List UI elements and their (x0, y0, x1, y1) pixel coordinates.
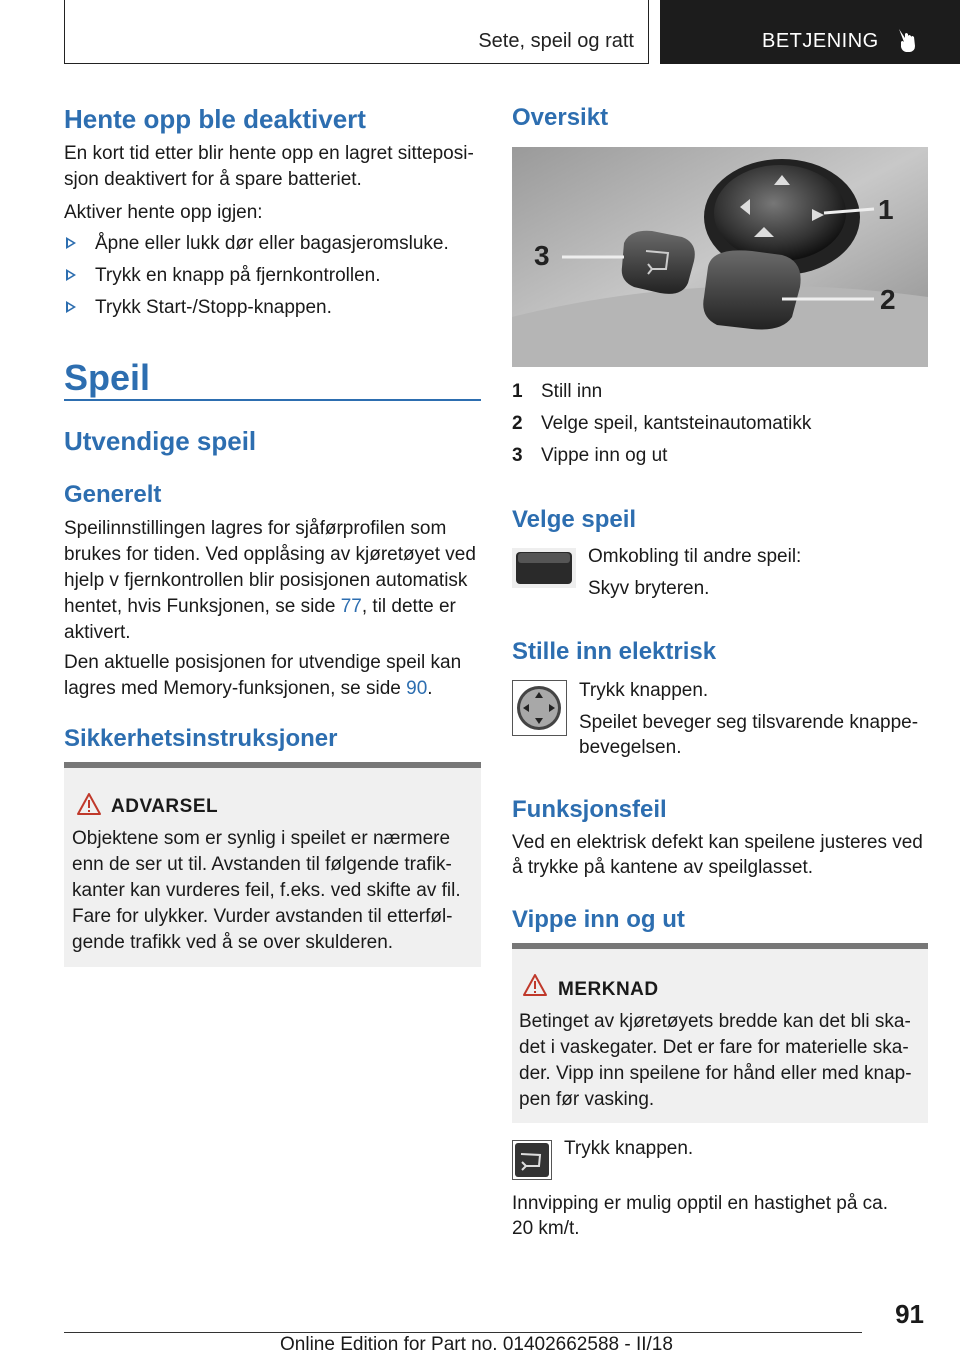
svg-text:3: 3 (534, 240, 550, 271)
svg-text:1: 1 (878, 194, 894, 225)
warning-triangle-icon (76, 792, 102, 816)
fold-speed-line-1: Innvipping er mulig opptil en hastighet på ca. (512, 1193, 889, 1214)
general-line-4: hentet, hvis Funksjonen, se side 77, til dette er (64, 596, 456, 617)
electric-text-3: bevegelsen. (579, 737, 682, 758)
page-number: 91 (895, 1299, 924, 1329)
notice-line-3: der. Vipp inn speilene for hånd eller med knap- (519, 1063, 912, 1084)
memory-line-2: lagres med Memory-funksjonen, se side 90. (64, 678, 433, 699)
fold-button-icon (512, 1140, 552, 1180)
warning-line-2: enn de ser ut til. Avstanden til følgende trafik- (72, 854, 452, 875)
warning-line-3: kanter kan vurderes feil, f.eks. ved skifte av fil. (72, 880, 461, 901)
warning-box (64, 762, 481, 967)
general-line-2: brukes for tiden. Ved opplåsing av kjøretøyet ved (64, 544, 476, 565)
header-section-title: Sete, speil og ratt (478, 30, 634, 52)
notice-line-2: det i vaskegater. Det er fare for materielle ska- (519, 1037, 909, 1058)
select-text-1: Omkobling til andre speil: (588, 546, 802, 567)
memory-line-1: Den aktuelle posisjonen for utvendige speil kan (64, 652, 462, 673)
recall-text-line-2: sjon deaktivert for å spare batteriet. (64, 169, 362, 190)
svg-text:2: 2 (880, 284, 896, 315)
notice-line-4: pen før vasking. (519, 1089, 655, 1110)
mirror-main-heading: Speil (64, 357, 151, 398)
fold-heading: Vippe inn og ut (512, 906, 685, 933)
electric-text-1: Trykk knappen. (579, 680, 709, 701)
malfunction-line-2: å trykke på kantene av speilglasset. (512, 857, 814, 878)
notice-box (512, 943, 928, 1123)
bullet-triangle-icon (66, 301, 76, 313)
electric-text-2: Speilet beveger seg tilsvarende knappe- (579, 712, 919, 733)
mirror-adjust-button-icon (512, 680, 567, 736)
footer-divider (64, 1332, 862, 1333)
malfunction-line-1: Ved en elektrisk defekt kan speilene justeres ved (512, 832, 923, 853)
general-heading: Generelt (64, 481, 162, 508)
bullet-triangle-icon (66, 269, 76, 281)
fold-press-text: Trykk knappen. (564, 1138, 694, 1159)
notice-title: MERKNAD (558, 979, 659, 1000)
header-chapter-tab (660, 0, 960, 64)
warning-line-5: gende trafikk ved å se over skulderen. (72, 932, 394, 953)
recall-intro: Aktiver hente opp igjen: (64, 202, 263, 223)
heading-divider (64, 399, 481, 401)
warning-line-1: Objektene som er synlig i speilet er nærmere (72, 828, 451, 849)
pointing-hand-icon (894, 26, 922, 54)
header-section-box (64, 0, 649, 64)
mirror-controls-photo (512, 147, 928, 367)
overview-heading: Oversikt (512, 104, 609, 131)
recall-disabled-heading: Hente opp ble deaktivert (64, 104, 366, 134)
page-link-90[interactable]: 90 (406, 678, 428, 699)
bullet-triangle-icon (66, 237, 76, 249)
electric-adjust-heading: Stille inn elektrisk (512, 638, 717, 665)
general-line-1: Speilinnstillingen lagres for sjåførprofilen som (64, 518, 447, 539)
malfunction-heading: Funksjonsfeil (512, 796, 667, 823)
mirror-select-switch-icon (512, 548, 576, 588)
footer-edition: Online Edition for Part no. 01402662588 - II/18 (280, 1334, 673, 1355)
page-link-77[interactable]: 77 (340, 596, 362, 617)
general-line-5: aktivert. (64, 622, 131, 643)
select-text-2: Skyv bryteren. (588, 578, 710, 599)
header-chapter-title: BETJENING (762, 30, 879, 52)
notice-line-1: Betinget av kjøretøyets bredde kan det bli ska- (519, 1011, 911, 1032)
select-mirror-heading: Velge speil (512, 506, 637, 533)
safety-heading: Sikkerhetsinstruksjoner (64, 725, 338, 752)
fold-speed-line-2: 20 km/t. (512, 1218, 580, 1239)
recall-text-line-1: En kort tid etter blir hente opp en lagret sitteposi- (64, 143, 474, 164)
exterior-mirrors-heading: Utvendige speil (64, 426, 257, 456)
warning-triangle-icon (522, 973, 548, 997)
general-line-3: hjelp v fjernkontrollen blir posisjonen automatisk (64, 570, 468, 591)
warning-line-4: Fare for ulykker. Vurder avstanden til etterføl- (72, 906, 453, 927)
warning-title: ADVARSEL (111, 796, 219, 817)
